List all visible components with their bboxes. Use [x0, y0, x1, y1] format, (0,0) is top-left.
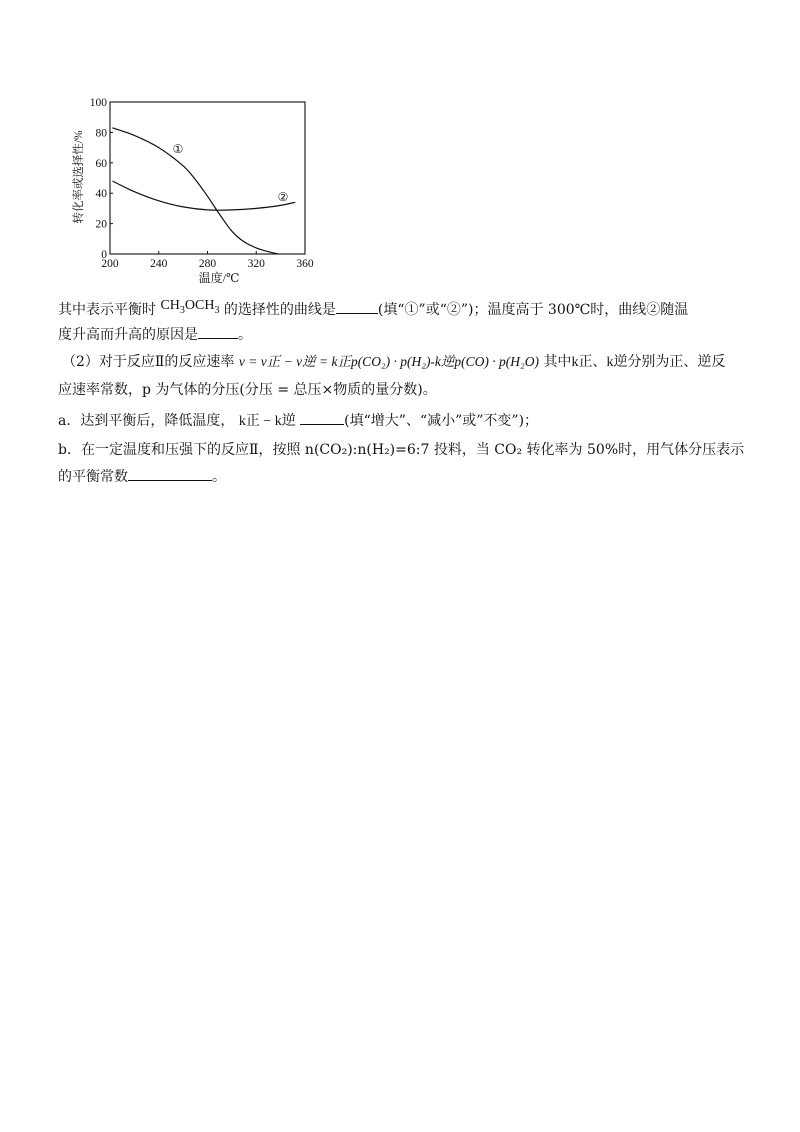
qa-text-end: (填“增大”、“减小”或”不变”)； — [344, 413, 539, 429]
q1-line2-end: 。 — [238, 327, 252, 343]
k-difference: k正 − k逆 — [238, 414, 296, 429]
question-part1-line1 — [58, 296, 688, 321]
q2-text-start: （2）对于反应Ⅱ的反应速率 — [62, 354, 235, 370]
y-tick-label-4: 80 — [95, 127, 107, 140]
answer-blank-1[interactable] — [336, 299, 378, 314]
y-tick-label-0: 0 — [101, 249, 107, 261]
x-tick-label-1: 240 — [150, 258, 168, 270]
plot-frame — [110, 102, 305, 254]
series-line-1 — [112, 128, 278, 254]
x-axis-label: 温度/℃ — [198, 271, 240, 285]
q1-text-end: (填“①”或“②”)；温度高于 300℃时，曲线②随温 — [377, 302, 689, 318]
q2-text-mid: 其中 — [543, 354, 572, 370]
y-axis-label: 转化率或选择性/% — [73, 130, 85, 224]
q1-text-start: 其中表示平衡时 — [58, 302, 156, 318]
question-part1-line2 — [58, 324, 252, 345]
temperature-selectivity-chart — [68, 92, 328, 288]
answer-blank-2[interactable] — [198, 324, 238, 339]
question-b-line2 — [58, 466, 226, 487]
chart-series — [112, 128, 295, 254]
series-label-1: ① — [172, 142, 184, 156]
rate-equation: v = v正 − v逆 = k正p(CO₂) · p(H₂)-k逆p(CO) · p(H₂O) — [238, 354, 539, 369]
y-tick-label-5: 100 — [89, 97, 107, 109]
qa-text-start: a．达到平衡后，降低温度， — [58, 413, 235, 429]
q1-line2-text: 度升高而升高的原因是 — [58, 327, 198, 343]
x-tick-label-3: 320 — [247, 258, 265, 270]
q2-line2-text: 应速率常数，p 为气体的分压(分压 = 总压×物质的量分数)。 — [58, 382, 437, 398]
y-tick-label-1: 20 — [95, 218, 107, 231]
k-forward: k正 — [571, 355, 593, 370]
question-part2-line1 — [62, 352, 725, 373]
series-label-2: ② — [277, 190, 289, 204]
y-tick-label-2: 40 — [95, 188, 107, 201]
q1-text-mid: 的选择性的曲线是 — [223, 302, 336, 318]
chart-ticks — [90, 97, 314, 270]
q2-text-end: 分别为正、逆反 — [627, 354, 726, 370]
x-tick-label-4: 360 — [296, 258, 314, 270]
question-part2-line2 — [58, 380, 437, 400]
dme-formula-part2: OCH — [184, 298, 215, 313]
y-tick-label-3: 60 — [95, 157, 107, 170]
dme-formula-sub2: 3 — [214, 304, 220, 316]
x-tick-label-0: 200 — [101, 258, 119, 270]
series-line-2 — [112, 181, 295, 210]
answer-blank-4[interactable] — [128, 466, 212, 481]
dme-formula-part1: CH — [160, 298, 180, 313]
qb-text-end: 。 — [212, 469, 226, 485]
qb-text-line2: 的平衡常数 — [58, 469, 128, 485]
question-a-line — [58, 410, 538, 432]
question-b-line1 — [58, 440, 744, 460]
q2-separator: 、 — [592, 354, 607, 370]
dme-formula — [160, 298, 220, 316]
k-reverse: k逆 — [606, 355, 628, 370]
answer-blank-3[interactable] — [300, 410, 344, 425]
dme-formula-sub1: 3 — [179, 304, 185, 316]
x-tick-label-2: 280 — [198, 258, 217, 270]
qb-text-line1: b．在一定温度和压强下的反应Ⅱ，按照 n(CO₂):n(H₂)=6:7 投料，当 CO₂ 转化率为 50%时，用气体分压表示 — [58, 442, 745, 458]
chart-axes — [110, 102, 305, 254]
